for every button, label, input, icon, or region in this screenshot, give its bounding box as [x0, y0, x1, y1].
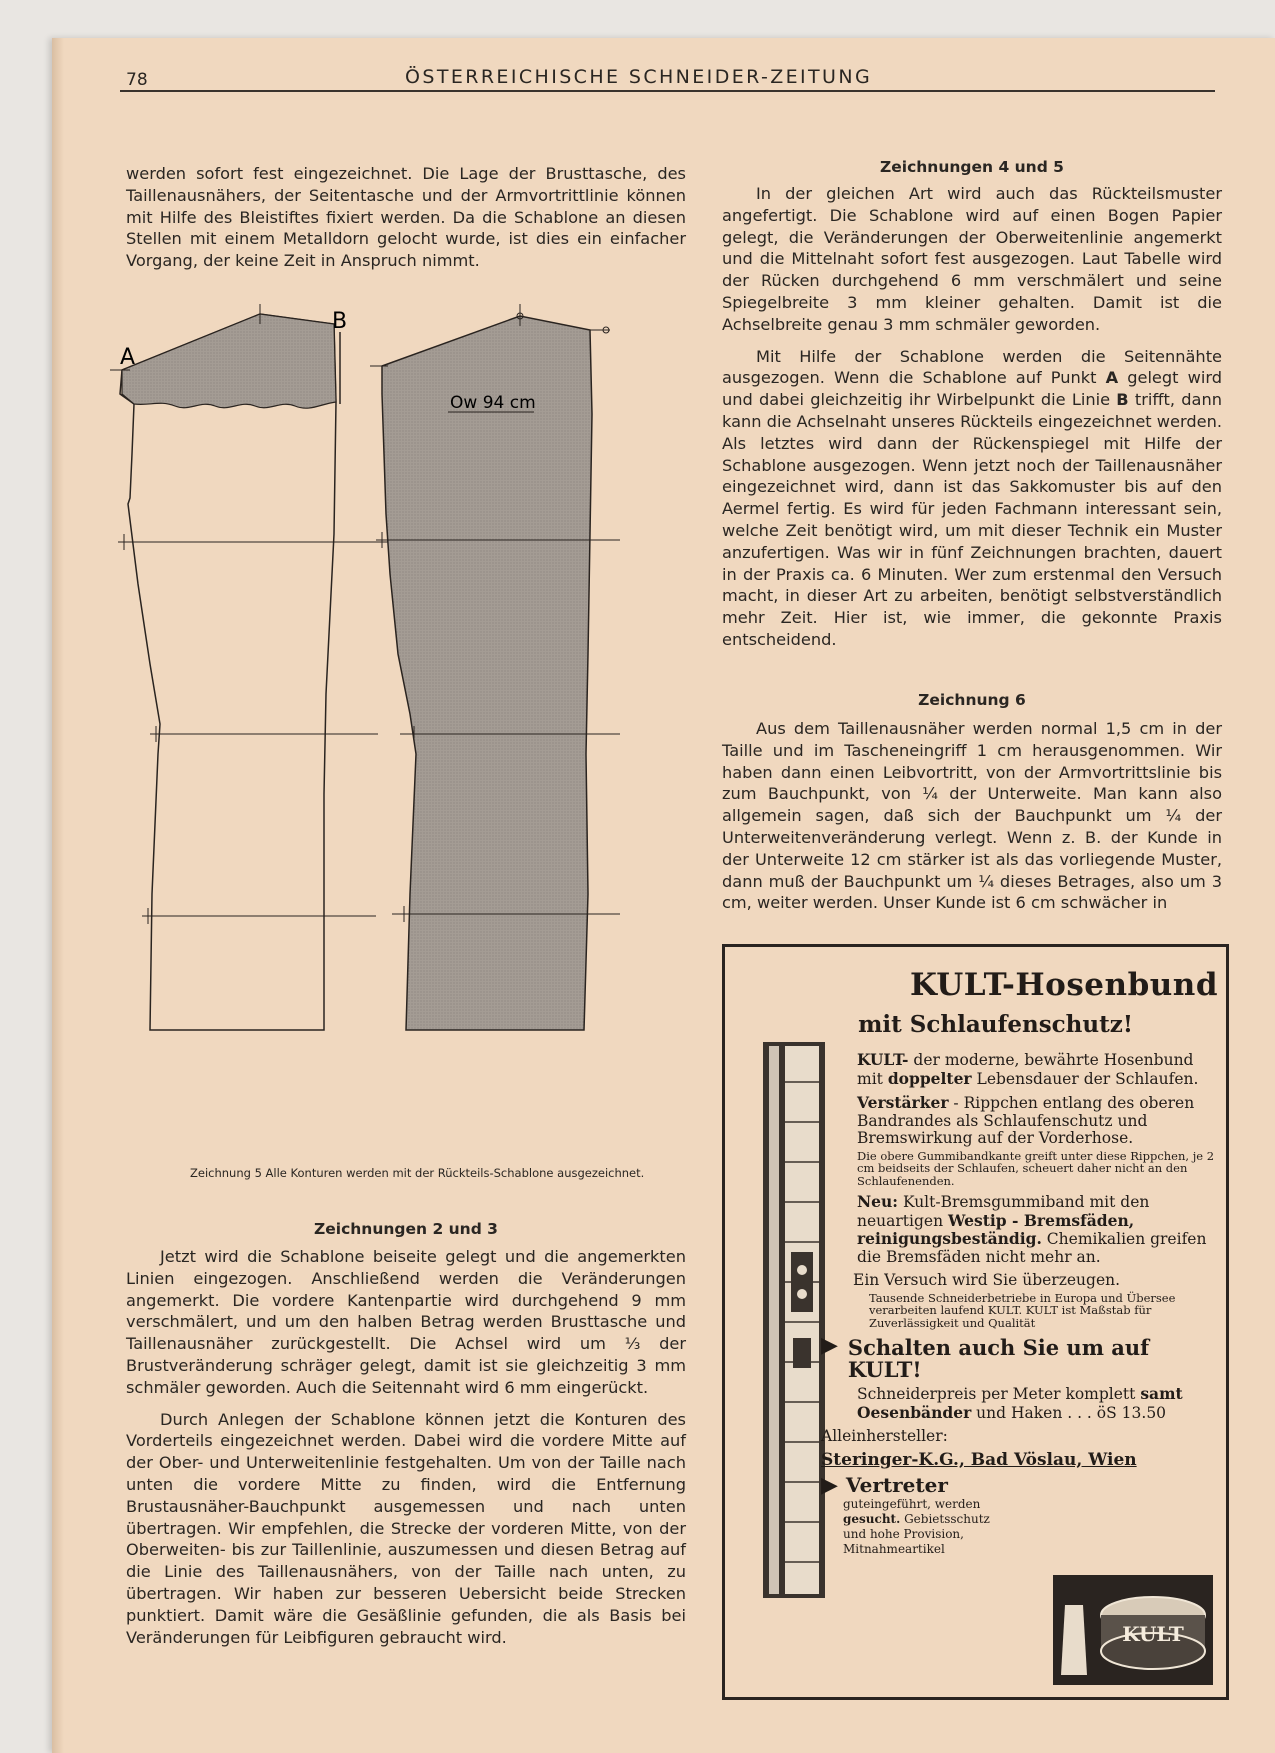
text-run: Neu:: [857, 1192, 899, 1211]
right-body-text-4-5: [722, 183, 1222, 651]
text-run: - Rippchen entlang des oberen Bandrandes als Schlaufenschutz und Bremswirkung auf der Vorderhose.: [857, 1094, 1195, 1147]
header-rule: [120, 90, 1215, 92]
text-run: Kult-Bremsgummiband mit den neuartigen: [857, 1193, 1150, 1230]
paragraph-2-3-b: Durch Anlegen der Schablone können jetzt die Konturen des Vorderteils eingezeichnet werden. Dabei wird die vordere Mitte auf der Ober- und Unterweitenlinie festgehalten. Um von der Taille nach unten die vordere Mitte zu finden, wird die Entfernung Brustausnäher-Bauchpunkt ausgemessen und nach unten übertragen. Wir empfehlen, die Strecke der vorderen Mitte, von der Oberweiten- bis zur Taillenlinie, auszumessen und diesen Betrag auf die Linie des Taillenausnähers, von der Taille nach unten, zu übertragen. Wir haben zur besseren Uebersicht beide Strecken punktiert. Damit wäre die Gesäßlinie gefunden, die als Basis bei Veränderungen für Leibfiguren gebraucht wird.: [126, 1409, 686, 1647]
heading-text: Zeichnungen 4 und 5: [880, 158, 1064, 176]
figure-caption: Zeichnung 5 Alle Konturen werden mit der Rückteils-Schablone ausgezeichnet.: [190, 1166, 645, 1180]
pattern-drawing-5: [120, 309, 680, 1164]
text-run: und Haken . . . öS 13.50: [971, 1403, 1167, 1422]
ad-rep-text: [843, 1497, 1013, 1557]
chest-width-label: Ow 94 cm: [450, 393, 536, 413]
text-run: samt Oesenbänder: [857, 1384, 1183, 1422]
ad-rep-heading: [821, 1473, 1219, 1498]
text-run: Schneiderpreis per Meter komplett: [857, 1385, 1141, 1403]
ad-body: [821, 1050, 1219, 1563]
text-run: doppelter: [887, 1068, 972, 1088]
text-run: Mit Hilfe der Schablone werden die Seitennähte ausgezogen. Wenn die Schablone auf Punkt: [722, 346, 1222, 388]
ad-maker-label: Alleinhersteller:: [821, 1427, 948, 1445]
rep-heading-text: Vertreter: [845, 1473, 948, 1497]
ad-paragraph-3: [857, 1193, 1219, 1266]
paragraph-2-3-a: Jetzt wird die Schablone beiseite gelegt und die angemerkten Linien eingezogen. Anschließend werden die Veränderungen angemerkt. Die vordere Kantenpartie wird durchgehend 9 mm verschmälert, und um den halben Betrag werden Brusttasche und Taillenausnäher zurückgestellt. Die Achsel wird um ⅓ der Brustveränderung schräger gelegt, damit ist sie gleichzeitig 3 mm schmäler geworden. Auch die Seitennaht wird 6 mm eingerückt.: [126, 1247, 686, 1397]
text-run: Lebensdauer der Schlaufen.: [971, 1069, 1199, 1088]
arrow-right-icon: ▶: [821, 1473, 838, 1498]
text-run: Verstärker: [857, 1093, 949, 1112]
text-run: Chemikalien greifen die Bremsfäden nicht mehr an.: [857, 1230, 1207, 1266]
text-run: gelegt wird und dabei gleichzeitig ihr Wirbelpunkt die Linie: [722, 368, 1222, 410]
text-run: KULT-: [857, 1050, 909, 1069]
heading-text: Zeichnung 6: [918, 691, 1026, 709]
section-heading-6: [722, 691, 1222, 709]
section-heading-4-5: [722, 158, 1222, 176]
left-body-text: [126, 1246, 686, 1648]
journal-title: ÖSTERREICHISCHE SCHNEIDER-ZEITUNG: [405, 66, 873, 88]
ad-maker: Steringer-K.G., Bad Vöslau, Wien: [821, 1449, 1137, 1470]
right-body-text-6: [722, 718, 1222, 914]
ad-cta: [821, 1333, 1219, 1382]
kult-advertisement: [722, 944, 1229, 1700]
kult-product-illustration: [1053, 1575, 1213, 1685]
ad-price: [857, 1385, 1219, 1422]
intro-paragraph: werden sofort fest eingezeichnet. Die Lage der Brusttasche, des Taillenausnähers, der Seitentasche und der Armvortrittlinie können mit Hilfe des Bleistiftes fixiert werden. Da die Schablone an diesen Stellen mit einem Metalldorn gelocht wurde, ist dies ein einfacher Vorgang, der keine Zeit in Anspruch nimmt.: [126, 164, 686, 271]
ad-subtitle: mit Schlaufenschutz!: [858, 1011, 1133, 1038]
arrow-right-icon: ▶: [821, 1333, 838, 1358]
text-run: trifft, dann kann die Achselnaht unseres Rückteils eingezeichnet werden. Als letztes wird dann der Rückenspiegel mit Hilfe der Schablone ausgezogen. Wenn jetzt noch der Taillenausnäher eingezeichnet wird, dann ist das Sakkomuster bis auf den Aermel fertig. Es wird für jeden Fachmann interessant sein, welche Zeit benötigt wird, um mit dieser Technik ein Muster anzufertigen. Was wir in fünf Zeichnungen brachten, dauert in der Praxis ca. 6 Minuten. Wer zum erstenmal den Versuch macht, in dieser Art zu arbeiten, benötigt selbstverständlich mehr Zeit. Hier ist, wie immer, die gekonnte Praxis entscheidend.: [722, 390, 1222, 649]
ad-paragraph-4-small: Tausende Schneiderbetriebe in Europa und Übersee verarbeiten laufend KULT. KULT ist Maßstab für Zuverlässigkeit und Qualität: [869, 1290, 1176, 1330]
paragraph-4-5-b: [722, 346, 1222, 651]
text-run: der moderne, bewährte Hosenbund mit: [857, 1051, 1194, 1088]
point-a-label: A: [120, 345, 136, 370]
section-heading-2-3: [126, 1220, 686, 1238]
waistband-illustration: [755, 1042, 835, 1602]
text-run: guteingeführt, werden: [843, 1496, 981, 1511]
point-b-label: B: [332, 309, 348, 334]
paragraph-6: Aus dem Taillenausnäher werden normal 1,5 cm in der Taille und im Tascheneingriff 1 cm herausgenommen. Wir haben dann einen Leibvortritt, von der Armvortrittslinie bis zum Bauchpunkt, von ¼ der Unterweite. Man kann also allgemein sagen, daß sich der Bauchpunkt um ¼ der Unterweitenveränderung verlegt. Wenn z. B. der Kunde in der Unterweite 12 cm stärker ist als das vorliegende Muster, dann muß der Bauchpunkt um ¼ dieses Betrages, also um 3 cm, weiter werden. Unser Kunde ist 6 cm schwächer in: [722, 719, 1222, 913]
ad-paragraph-2-small: Die obere Gummibandkante greift unter diese Rippchen, je 2 cm beidseits der Schlaufen, scheuert daher nicht an den Schlaufenenden.: [857, 1148, 1215, 1188]
text-run: gesucht.: [843, 1511, 901, 1526]
point-a-ref: A: [1105, 368, 1119, 388]
text-run: Westip - Bremsfäden, reinigungsbeständig.: [857, 1210, 1135, 1248]
cta-text: Schalten auch Sie um auf KULT!: [847, 1335, 1150, 1382]
ad-title: KULT-Hosenbund: [909, 967, 1218, 1003]
left-intro-text: [126, 163, 686, 272]
ad-paragraph-4: Ein Versuch wird Sie überzeugen.: [853, 1271, 1121, 1289]
heading-text: Zeichnungen 2 und 3: [314, 1220, 498, 1238]
page-number: 78: [126, 70, 148, 90]
text-run: Gebietsschutz und hohe Provision, Mitnahmeartikel: [843, 1511, 990, 1556]
product-label: KULT: [1122, 1622, 1184, 1646]
paragraph-4-5-a: In der gleichen Art wird auch das Rückteilsmuster angefertigt. Die Schablone wird auf einen Bogen Papier gelegt, die Veränderungen der Oberweitenlinie angemerkt und die Mittelnaht sofort fest ausgezogen. Laut Tabelle wird der Rücken durchgehend 6 mm verschmälert und seine Spiegelbreite 3 mm kleiner gehalten. Damit ist die Achselbreite genau 3 mm schmäler geworden.: [722, 184, 1222, 334]
front-piece-outline: [120, 314, 336, 1030]
ad-paragraph-2: [857, 1094, 1219, 1148]
line-b-ref: B: [1116, 390, 1129, 410]
back-piece-outline: [382, 316, 592, 1030]
ad-paragraph-1: [857, 1051, 1219, 1088]
